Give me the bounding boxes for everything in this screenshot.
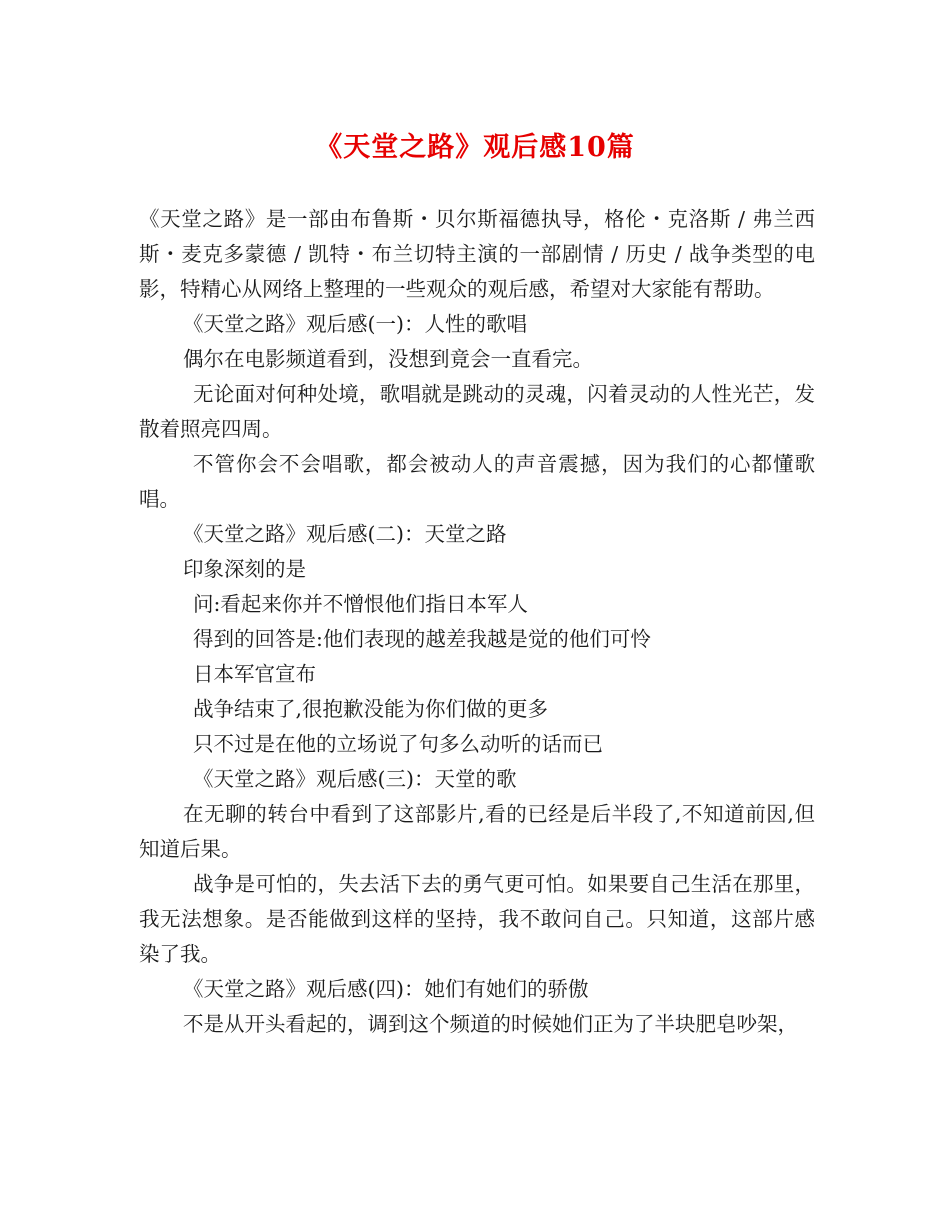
section-heading-3: 《天堂之路》观后感(三)：天堂的歌 (193, 767, 517, 791)
paragraph: 不是从开头看起的，调到这个频道的时候她们正为了半块肥皂吵架， (183, 1012, 798, 1036)
paragraph: 不管你会不会唱歌，都会被动人的声音震撼，因为我们的心都懂歌唱。 (139, 452, 815, 511)
section-heading-1: 《天堂之路》观后感(一)：人性的歌唱 (183, 312, 527, 336)
section-heading-4: 《天堂之路》观后感(四)：她们有她们的骄傲 (183, 977, 589, 1001)
paragraph: 战争结束了,很抱歉没能为你们做的更多 (193, 697, 549, 721)
section-heading-2: 《天堂之路》观后感(二)：天堂之路 (183, 522, 507, 546)
paragraph: 问:看起来你并不憎恨他们指日本军人 (193, 592, 528, 616)
paragraph: 日本军官宣布 (193, 662, 316, 686)
document-body (139, 202, 815, 1042)
document-title: 《天堂之路》观后感10篇 (315, 132, 635, 163)
paragraph: 战争是可怕的，失去活下去的勇气更可怕。如果要自己生活在那里，我无法想象。是否能做到这样的坚持，我不敢问自己。只知道，这部片感染了我。 (139, 872, 815, 966)
intro-paragraph: 《天堂之路》是一部由布鲁斯・贝尔斯福德执导，格伦・克洛斯 / 弗兰西斯・麦克多蒙德 / 凯特・布兰切特主演的一部剧情 / 历史 / 战争类型的电影，特精心从网络上整理的一些观众的观后感，希望对大家能有帮助。 (139, 207, 815, 301)
paragraph: 无论面对何种处境，歌唱就是跳动的灵魂，闪着灵动的人性光芒，发散着照亮四周。 (139, 382, 815, 441)
paragraph: 只不过是在他的立场说了句多么动听的话而已 (193, 732, 603, 756)
paragraph: 得到的回答是:他们表现的越差我越是觉的他们可怜 (193, 627, 651, 651)
paragraph: 印象深刻的是 (183, 557, 306, 581)
paragraph: 在无聊的转台中看到了这部影片,看的已经是后半段了,不知道前因,但知道后果。 (139, 802, 815, 861)
paragraph: 偶尔在电影频道看到，没想到竟会一直看完。 (183, 347, 593, 371)
